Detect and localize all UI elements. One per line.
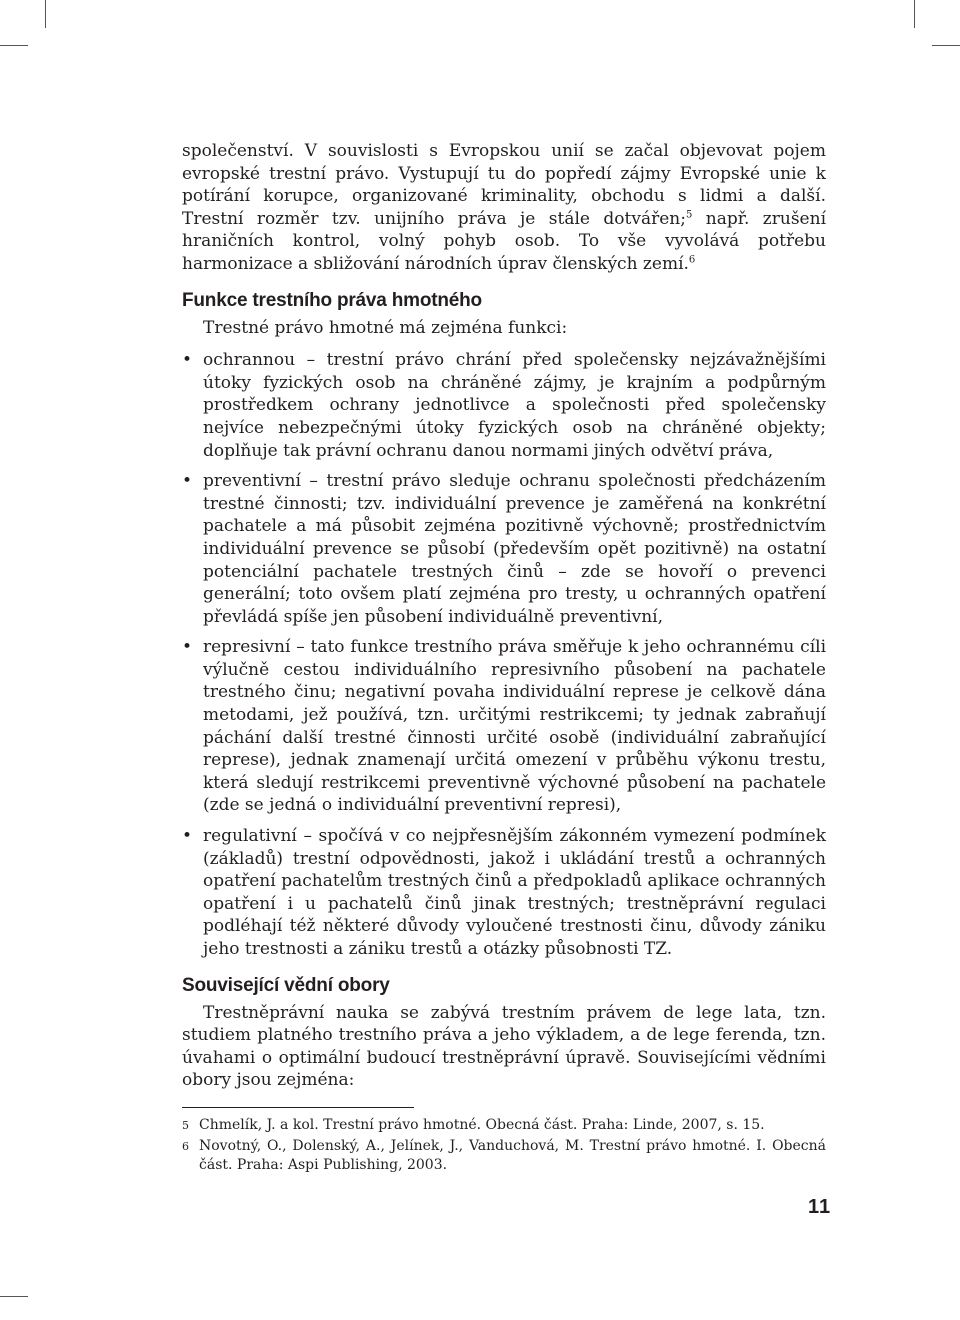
footnote-divider xyxy=(182,1107,414,1108)
crop-mark-top-left-vertical xyxy=(45,0,46,28)
list-item xyxy=(182,636,826,817)
section-heading-functions: Funkce trestního práva hmotného xyxy=(182,289,482,311)
crop-mark-bottom-left xyxy=(0,1296,28,1297)
intro-paragraph xyxy=(182,140,826,276)
list-item xyxy=(182,470,826,628)
functions-lead: Trestné právo hmotné má zejména funkci: xyxy=(203,317,568,338)
bullet-icon: • xyxy=(182,471,193,492)
bullet-icon: • xyxy=(182,637,193,658)
related-fields-paragraph: Trestněprávní nauka se zabývá trestním právem de lege lata, tzn. studiem platného trestního práva a jeho výkladem, a de lege ferenda, tzn. úvahami o optimální budoucí trestněprávní úpravě. Souvisejícími vědními obory jsou zejména: xyxy=(182,1002,826,1091)
crop-mark-top-left xyxy=(0,45,28,46)
section-heading-related-fields: Související vědní obory xyxy=(182,974,390,996)
page-number: 11 xyxy=(808,1196,832,1218)
footnote-ref-6[interactable]: 6 xyxy=(688,254,696,266)
bullet-icon: • xyxy=(182,350,193,371)
list-item-text: regulativní – spočívá v co nejpřesnějším zákonném vymezení podmínek (základů) trestní odpovědnosti, jakož i ukládání trestů a ochranných opatření pachatelům trestných činů a předpokladů aplikace ochranných opatření i u pachatelů činů jinak trestných; trestněprávní regulaci podléhají též některé důvody vyloučené trestnosti činu, důvody zániku jeho trestnosti a zániku trestů a otázky působnosti TZ. xyxy=(203,826,826,959)
footnote-ref-5[interactable]: 5 xyxy=(685,209,693,221)
list-item-text: ochrannou – trestní právo chrání před společensky nejzávažnějšími útoky fyzických osob na chráněné zájmy, je krajním a podpůrným prostředkem ochrany jednotlivce a společnosti před společensky nejvíce nebezpečnými útoky fyzických osob na chráněné objekty; doplňuje tak právní ochranu danou normami jiných odvětví práva, xyxy=(203,350,826,461)
footnote-number: 5 xyxy=(182,1118,189,1132)
bullet-icon: • xyxy=(182,826,193,847)
intro-text-start: společenství. V souvislosti s Evropskou unií se začal objevovat pojem evropské trestní právo. Vystupují tu do popředí zájmy Evropské unie k potírání korupce, organizované kriminality, obchodu s lidmi a další. Trestní rozměr tzv. unijního práva je stále dotvářen; xyxy=(182,141,826,229)
footnote-6 xyxy=(182,1137,826,1175)
crop-mark-top-right xyxy=(932,45,960,46)
intro-text-end: např. zrušení hraničních kontrol, volný pohyb osob. To vše vyvolává potřebu harmonizace a sbližování národních úprav členských zemí. xyxy=(182,208,827,274)
footnote-number: 6 xyxy=(182,1139,189,1153)
footnote-text: Novotný, O., Dolenský, A., Jelínek, J., Vanduchová, M. Trestní právo hmotné. I. Obecná část. Praha: Aspi Publishing, 2003. xyxy=(199,1137,826,1173)
footnote-5 xyxy=(182,1116,826,1135)
list-item xyxy=(182,349,826,462)
functions-list xyxy=(182,349,826,960)
page-body xyxy=(182,140,826,1177)
list-item-text: preventivní – trestní právo sleduje ochranu společnosti předcházením trestné činnosti; tzv. individuální prevence je zaměřená na konkrétní pachatele a má působit zejména pozitivně výchovně; prostřednictvím individuální prevence se působí (především opět pozitivně) na ostatní potenciální pachatele trestných činů – zde se hovoří o prevenci generální; toto ovšem platí zejména pro tresty, u ochranných opatření převládá spíše jen působení individuálně preventivní, xyxy=(203,471,826,627)
crop-mark-top-right-vertical xyxy=(914,0,915,28)
footnote-text: Chmelík, J. a kol. Trestní právo hmotné. Obecná část. Praha: Linde, 2007, s. 15. xyxy=(199,1116,765,1133)
list-item xyxy=(182,825,826,961)
list-item-text: represivní – tato funkce trestního práva směřuje k jeho ochrannému cíli výlučně cestou individuálního represivního působení na pachatele trestného činu; negativní povaha individuální represe je celkově dána metodami, jež používá, tzn. určitými restrikcemi; ty jednak zabraňují páchání další trestné činnosti určité osobě (individuální zabraňující represe), jednak znamenají určitá omezení v průběhu výkonu trestu, která sledují restrikcemi preventivně výchovné působení na pachatele (zde se jedná o individuální preventivní represi), xyxy=(203,637,826,816)
